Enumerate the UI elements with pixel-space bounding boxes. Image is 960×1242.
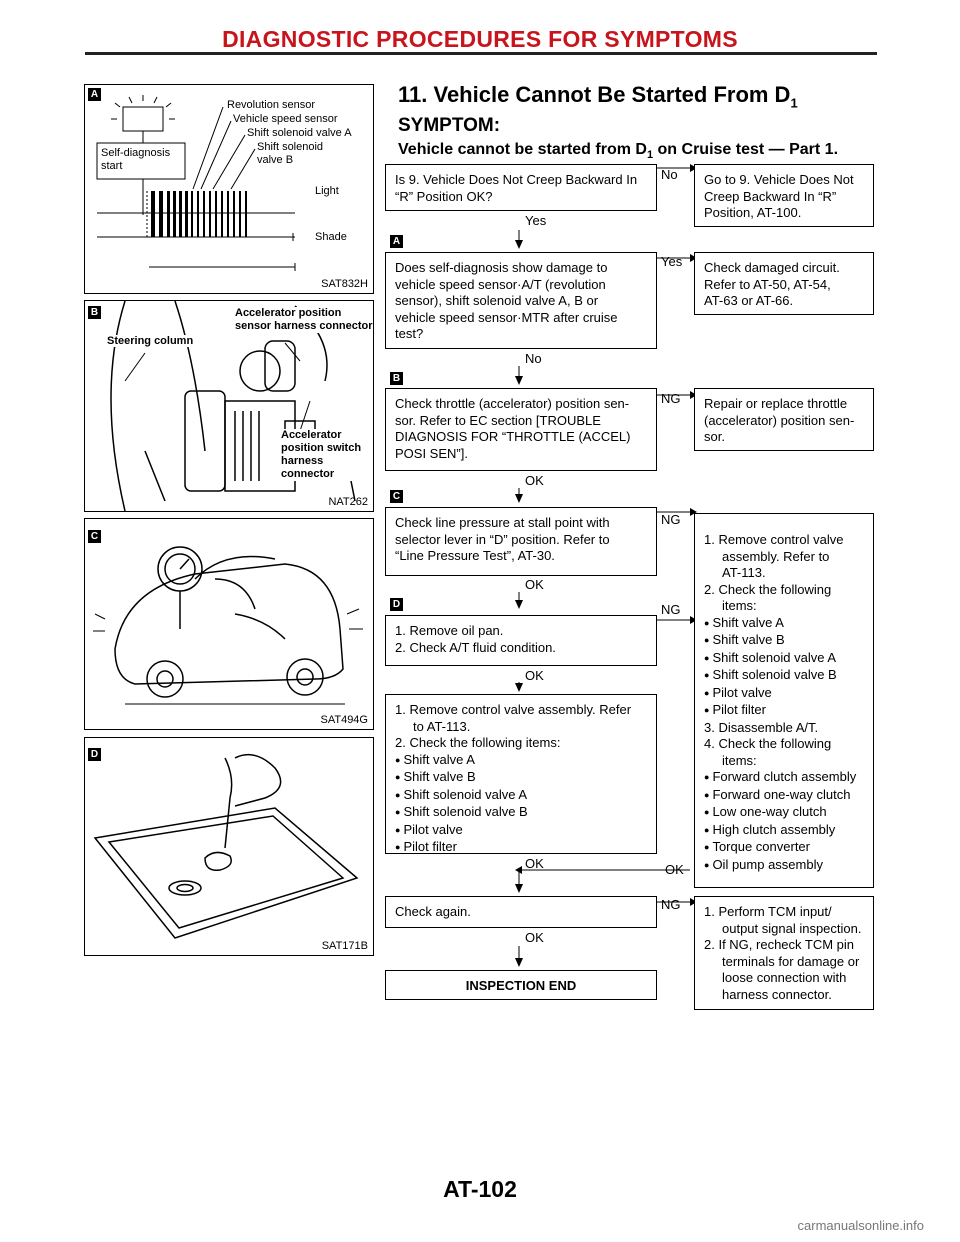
r5-line3: 2. If NG, recheck TCM pin [704,937,855,952]
r4-item: ● High clutch assembly [704,822,864,840]
page-number: AT-102 [443,1176,517,1202]
r4-mid-2: 4. Check the following [704,736,832,751]
r5-line1: 1. Perform TCM input/ [704,904,832,919]
marker-c-icon: C [88,530,101,543]
r3-line3: sor. [704,429,725,444]
q7-line1: Check again. [395,904,471,919]
flow-marker-d-icon: D [390,598,403,611]
q4-line3: “Line Pressure Test”, AT-30. [395,548,555,563]
symptom-label: SYMPTOM: [398,115,501,136]
q3-ok-label: OK [525,473,544,488]
q3-line2: sor. Refer to EC section [TROUBLE [395,412,601,428]
flow-question-5 [385,615,657,666]
flow-question-2 [385,252,657,349]
r4-head-5: items: [722,598,757,613]
r4-mid-1: 3. Disassemble A/T. [704,719,819,735]
inspection-end-box [385,970,657,1000]
figure-id: SAT171B [321,940,368,952]
q6-item: ● Pilot valve [395,822,647,840]
aps-line2: sensor harness connector [235,320,373,332]
flow-result-1 [694,164,874,227]
q5-ng-label: NG [661,602,681,617]
r5-line4: terminals for damage or [722,953,860,969]
r2-line2: Refer to AT-50, AT-54, [704,276,831,292]
flow-marker-c-icon: C [390,490,403,503]
ssb-line1: Shift solenoid [257,141,324,153]
flow-marker-b-icon: B [390,372,403,385]
self-diag-text: Self-diagnosis [101,147,171,159]
flow-question-6 [385,694,657,854]
section-title-text: 11. Vehicle Cannot Be Started From D [398,82,791,107]
vehicle-speed-sensor-label: Vehicle speed sensor [233,113,338,125]
q2-line1: Does self-diagnosis show damage to [395,260,608,275]
ssb-line2: valve B [257,154,294,166]
q1-line2: “R” Position OK? [395,188,493,204]
r4-item: ● Low one-way clutch [704,804,864,822]
r4-item: ● Shift solenoid valve B [704,667,864,685]
r4-item: ● Shift valve A [704,615,864,633]
q5-line2: 2. Check A/T fluid condition. [395,639,556,655]
q2-yes-label: Yes [661,254,683,269]
asw-line3: harness connector [281,455,335,480]
figure-id: SAT494G [320,714,368,726]
r4-ok-label: OK [665,862,684,877]
r4-item: ● Shift valve B [704,632,864,650]
q2-line5: test? [395,326,424,341]
flow-result-3 [694,388,874,451]
flow-question-4 [385,507,657,576]
marker-a-icon: A [88,88,101,101]
q6-item: ● Shift solenoid valve A [395,787,647,805]
page-header-title: DIAGNOSTIC PROCEDURES FOR SYMPTOMS [222,26,738,52]
flow-question-7 [385,896,657,928]
q2-line2: vehicle speed sensor·A/T (revolution [395,276,606,292]
r5-line2: output signal inspection. [722,920,862,936]
revolution-sensor-label: Revolution sensor [227,99,316,111]
flow-result-4 [694,513,874,888]
r5-line6: harness connector. [722,986,832,1002]
r4-item: ● Oil pump assembly [704,857,864,875]
section-title-sub: 1 [790,95,798,111]
r4-item: ● Torque converter [704,839,864,857]
q6-head-3: 2. Check the following items: [395,735,561,750]
r4-item: ● Pilot filter [704,702,864,720]
start-text: start [101,160,123,172]
r2-line3: AT-63 or AT-66. [704,293,794,308]
r4-head-1: 1. Remove control valve [704,532,844,547]
r4-head-4: 2. Check the following [704,581,832,597]
q4-line2: selector lever in “D” position. Refer to [395,531,610,547]
r2-line1: Check damaged circuit. [704,260,840,275]
r4-mid-3: items: [722,752,757,768]
q6-ok-label: OK [525,856,544,871]
r4-item: ● Pilot valve [704,685,864,703]
r1-line3: Position, AT-100. [704,205,802,220]
q6-head-1: 1. Remove control valve assembly. Refer [395,702,632,717]
marker-d-icon: D [88,748,101,761]
asw-line2: position switch [281,442,362,454]
q6-item: ● Pilot filter [395,839,647,857]
flow-question-1 [385,164,657,211]
q6-item: ● Shift valve A [395,752,647,770]
aps-line1: Accelerator position [235,307,342,319]
q1-yes-label: Yes [525,213,547,228]
q1-no-label: No [661,167,678,182]
r1-line2: Creep Backward In “R” [704,188,837,204]
inspection-end-text: INSPECTION END [465,978,577,993]
q5-ok-label: OK [525,668,544,683]
q6-head-2: to AT-113. [413,718,471,734]
flow-question-3 [385,388,657,471]
q4-line1: Check line pressure at stall point with [395,515,610,530]
r3-line2: (accelerator) position sen- [704,412,855,428]
q7-ok-label: OK [525,930,544,945]
r4-head-2: assembly. Refer to [722,548,830,564]
r5-line5: loose connection with [722,970,847,985]
asw-line1: Accelerator [281,429,342,441]
light-label: Light [315,185,339,197]
symptom-sub: 1 [646,149,654,162]
marker-b-icon: B [88,306,101,319]
shade-label: Shade [315,231,347,243]
q2-no-label: No [525,351,542,366]
q6-item: ● Shift solenoid valve B [395,804,647,822]
q1-line1: Is 9. Vehicle Does Not Creep Backward In [395,172,638,187]
r4-item: ● Shift solenoid valve A [704,650,864,668]
r1-line1: Go to 9. Vehicle Does Not [704,172,854,187]
symptom-text-b: on Cruise test — Part 1. [653,141,839,158]
r4-item: ● Forward one-way clutch [704,787,864,805]
figure-id: SAT832H [321,278,368,290]
r4-head-3: AT-113. [722,565,766,580]
q3-line4: POSI SEN”]. [395,445,468,461]
flow-marker-a-icon: A [390,235,403,248]
q6-item: ● Shift valve B [395,769,647,787]
symptom-text-a: Vehicle cannot be started from D [398,141,647,158]
flow-result-5 [694,896,874,1010]
q3-line1: Check throttle (accelerator) position sen- [395,396,630,411]
q5-line1: 1. Remove oil pan. [395,623,504,638]
watermark: carmanualsonline.info [797,1218,924,1233]
q2-line3: sensor), shift solenoid valve A, B or [395,293,599,308]
r4-item: ● Forward clutch assembly [704,769,864,787]
q3-line3: DIAGNOSIS FOR “THROTTLE (ACCEL) [395,429,631,444]
figure-id: NAT262 [328,496,368,508]
q4-ok-label: OK [525,577,544,592]
shift-solenoid-a-label: Shift solenoid valve A [247,127,352,139]
q3-ng-label: NG [661,391,681,406]
q2-line4: vehicle speed sensor·MTR after cruise [395,309,618,325]
r3-line1: Repair or replace throttle [704,396,848,411]
q4-ng-label: NG [661,512,681,527]
steering-column-label: Steering column [107,335,194,347]
flow-result-2 [694,252,874,315]
q7-ng-label: NG [661,897,681,912]
